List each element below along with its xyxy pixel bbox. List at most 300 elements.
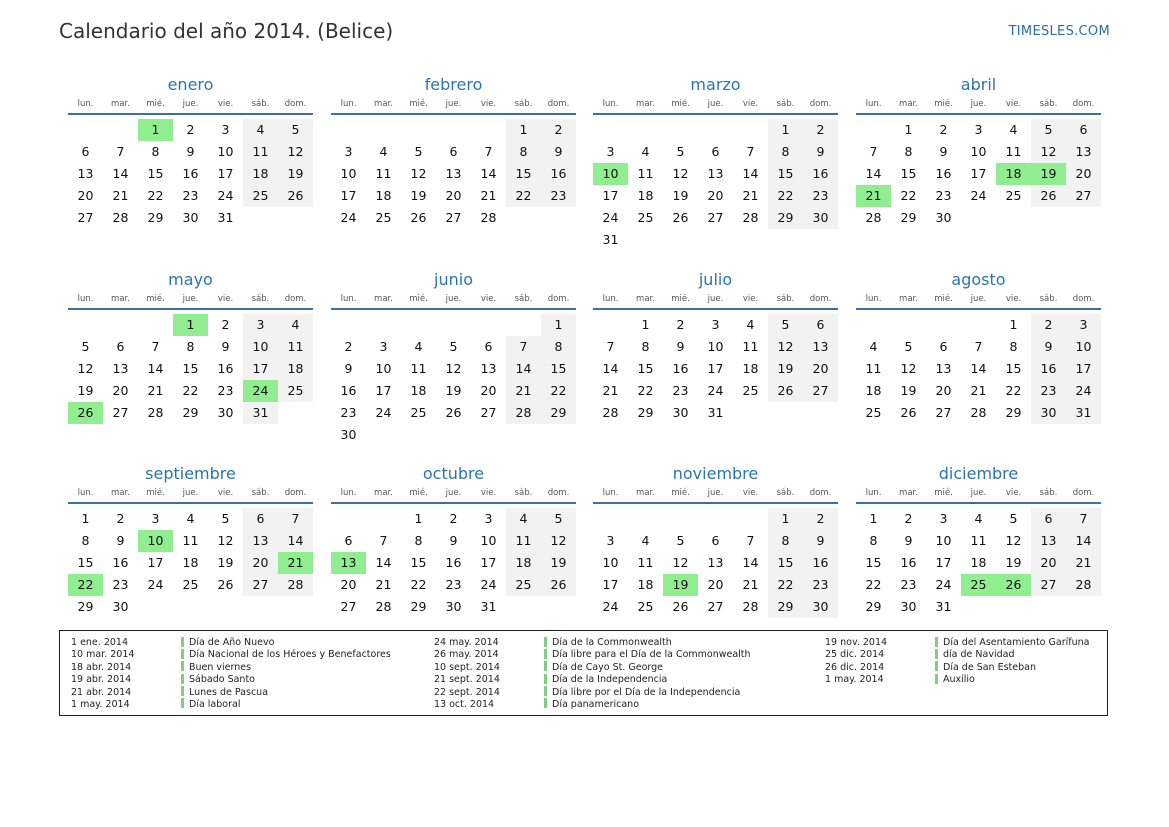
legend-item: [71, 662, 391, 674]
weekday-label: lun.: [340, 99, 357, 109]
weekday-label: mar.: [636, 488, 655, 498]
day-cell: 25: [243, 185, 278, 207]
weekday-label: sáb.: [514, 99, 533, 109]
day-cell: 6: [116, 339, 125, 354]
day-cell: 9: [676, 339, 685, 354]
holiday-marker: [544, 637, 547, 647]
holiday-date: 25 dic. 2014: [825, 649, 885, 661]
weekday-label: mar.: [899, 294, 918, 304]
day-cell: 19: [672, 188, 689, 203]
weekday-header: [593, 488, 838, 504]
day-cell: 13: [1031, 530, 1066, 552]
holiday-marker: [181, 649, 184, 659]
day-cell: 27: [340, 599, 357, 614]
day-cell: 7: [606, 339, 615, 354]
day-cell: 19: [217, 555, 234, 570]
day-cell: 13: [803, 336, 838, 358]
day-cell: 5: [904, 339, 913, 354]
weekday-label: mar.: [111, 294, 130, 304]
holiday-date: 13 oct. 2014: [434, 698, 495, 710]
day-cell: 19: [445, 383, 462, 398]
day-cell: 22: [182, 383, 199, 398]
holiday-name: Lunes de Pascua: [189, 686, 269, 698]
month-febrero: [331, 73, 576, 251]
holiday-name: Día libre para el Día de la Commonwealth: [552, 649, 751, 661]
day-cell: 1: [1009, 317, 1018, 332]
day-cell: 20: [112, 383, 129, 398]
day-cell: 10: [1066, 336, 1101, 358]
holiday-marker: [544, 698, 547, 708]
day-cell: 11: [243, 141, 278, 163]
day-cell: 27: [243, 574, 278, 596]
day-cell: 25: [410, 405, 427, 420]
day-cell: 25: [278, 380, 313, 402]
month-junio: [331, 268, 576, 446]
day-cell: 31: [480, 599, 497, 614]
day-cell: 16: [935, 166, 952, 181]
day-cell: 3: [151, 511, 160, 526]
holiday-date: 21 sept. 2014: [434, 674, 500, 686]
holiday-day-cell: 26: [68, 402, 103, 424]
legend-item: [434, 674, 751, 686]
holiday-day-cell: 21: [278, 552, 313, 574]
day-cell: 2: [221, 317, 230, 332]
day-cell: 8: [1009, 339, 1018, 354]
weekday-label: sáb.: [251, 99, 270, 109]
day-cell: 18: [243, 163, 278, 185]
month-name: abril: [960, 75, 997, 94]
day-cell: 11: [182, 533, 199, 548]
day-cell: 11: [1005, 144, 1022, 159]
day-cell: 12: [1005, 533, 1022, 548]
day-cell: 10: [243, 336, 278, 358]
holiday-marker: [181, 686, 184, 696]
day-cell: 18: [182, 555, 199, 570]
weekday-label: dom.: [809, 294, 832, 304]
holiday-date: 1 may. 2014: [825, 674, 884, 686]
day-cell: 1: [904, 122, 913, 137]
day-cell: 7: [869, 144, 878, 159]
holiday-marker: [935, 674, 938, 684]
day-cell: 4: [1009, 122, 1018, 137]
day-cell: 21: [375, 577, 392, 592]
day-cell: 15: [147, 166, 164, 181]
legend-item: [825, 637, 1089, 649]
day-cell: 4: [278, 314, 313, 336]
day-cell: 22: [410, 577, 427, 592]
month-name: febrero: [424, 75, 483, 94]
day-cell: 21: [1066, 552, 1101, 574]
weekday-label: sáb.: [1039, 488, 1058, 498]
weekday-label: lun.: [340, 488, 357, 498]
holiday-day-cell: 18: [996, 163, 1031, 185]
day-cell: 9: [541, 141, 576, 163]
day-cell: 9: [221, 339, 230, 354]
day-cell: 4: [869, 339, 878, 354]
weekday-label: sáb.: [776, 294, 795, 304]
day-cell: 16: [803, 552, 838, 574]
day-cell: 18: [410, 383, 427, 398]
day-cell: 25: [637, 599, 654, 614]
day-cell: 8: [506, 141, 541, 163]
day-grid: [331, 508, 576, 640]
holiday-day-cell: 24: [243, 380, 278, 402]
day-cell: 26: [1031, 185, 1066, 207]
day-cell: 23: [672, 383, 689, 398]
legend-item: [71, 674, 391, 686]
holiday-day-cell: 21: [856, 185, 891, 207]
holiday-date: 24 may. 2014: [434, 637, 499, 648]
day-cell: 15: [1005, 361, 1022, 376]
day-cell: 20: [77, 188, 94, 203]
day-cell: 21: [147, 383, 164, 398]
day-cell: 24: [602, 599, 619, 614]
day-cell: 1: [869, 511, 878, 526]
day-cell: 19: [410, 188, 427, 203]
day-grid: [68, 314, 313, 446]
holiday-name: Día de Cayo St. George: [552, 661, 664, 673]
day-cell: 16: [541, 163, 576, 185]
day-cell: 13: [480, 361, 497, 376]
day-cell: 6: [243, 508, 278, 530]
site-link[interactable]: TIMESLES.COM: [1008, 24, 1110, 39]
weekday-header: [68, 488, 313, 504]
day-cell: 9: [803, 141, 838, 163]
day-cell: 6: [344, 533, 353, 548]
weekday-label: jue.: [182, 99, 199, 109]
holiday-day-cell: 26: [996, 574, 1031, 596]
legend-item: [825, 662, 1089, 674]
day-cell: 3: [344, 144, 353, 159]
day-cell: 3: [974, 122, 983, 137]
day-cell: 19: [77, 383, 94, 398]
day-cell: 30: [803, 596, 838, 618]
month-julio: [593, 268, 838, 446]
month-mayo: [68, 268, 313, 446]
month-agosto: [856, 268, 1101, 446]
day-cell: 26: [768, 380, 803, 402]
day-cell: 10: [602, 555, 619, 570]
day-cell: 27: [935, 405, 952, 420]
weekday-label: jue.: [445, 488, 462, 498]
day-cell: 12: [900, 361, 917, 376]
day-cell: 16: [803, 163, 838, 185]
day-cell: 17: [147, 555, 164, 570]
day-cell: 23: [935, 188, 952, 203]
day-cell: 7: [746, 144, 755, 159]
holiday-marker: [181, 637, 184, 647]
legend-item: [825, 674, 1089, 686]
day-cell: 27: [445, 210, 462, 225]
weekday-label: mié.: [671, 488, 690, 498]
day-cell: 9: [904, 533, 913, 548]
day-cell: 22: [865, 577, 882, 592]
holiday-date: 19 abr. 2014: [71, 674, 132, 686]
weekday-label: dom.: [1072, 294, 1095, 304]
day-cell: 23: [217, 383, 234, 398]
day-cell: 10: [480, 533, 497, 548]
weekday-label: sáb.: [251, 488, 270, 498]
day-cell: 19: [541, 552, 576, 574]
month-name: mayo: [168, 270, 213, 289]
day-cell: 2: [939, 122, 948, 137]
day-cell: 15: [768, 552, 803, 574]
day-cell: 24: [707, 383, 724, 398]
day-cell: 14: [375, 555, 392, 570]
day-cell: 28: [375, 599, 392, 614]
month-name: junio: [434, 270, 473, 289]
day-cell: 12: [541, 530, 576, 552]
day-cell: 26: [278, 185, 313, 207]
day-cell: 20: [1066, 163, 1101, 185]
weekday-label: sáb.: [776, 99, 795, 109]
day-cell: 14: [278, 530, 313, 552]
month-enero: [68, 73, 313, 251]
legend-item: [71, 699, 391, 711]
weekday-header: [856, 99, 1101, 115]
weekday-label: vie.: [217, 488, 234, 498]
day-cell: 29: [182, 405, 199, 420]
day-cell: 31: [1066, 402, 1101, 424]
day-cell: 27: [1066, 185, 1101, 207]
weekday-label: lun.: [865, 294, 882, 304]
weekday-label: dom.: [547, 294, 570, 304]
weekday-label: vie.: [217, 294, 234, 304]
day-cell: 14: [480, 166, 497, 181]
day-cell: 1: [768, 508, 803, 530]
day-cell: 7: [974, 339, 983, 354]
day-cell: 13: [707, 166, 724, 181]
day-cell: 3: [606, 533, 615, 548]
day-cell: 10: [375, 361, 392, 376]
day-cell: 2: [449, 511, 458, 526]
month-noviembre: [593, 462, 838, 640]
weekday-label: mié.: [934, 294, 953, 304]
day-cell: 15: [541, 358, 576, 380]
day-cell: 19: [278, 163, 313, 185]
day-cell: 13: [77, 166, 94, 181]
day-cell: 4: [506, 508, 541, 530]
day-cell: 31: [243, 402, 278, 424]
day-cell: 7: [379, 533, 388, 548]
day-cell: 27: [707, 210, 724, 225]
day-cell: 17: [480, 555, 497, 570]
day-grid: [856, 314, 1101, 446]
day-cell: 8: [869, 533, 878, 548]
day-grid: [68, 508, 313, 640]
day-cell: 28: [278, 574, 313, 596]
day-cell: 4: [414, 339, 423, 354]
day-cell: 8: [186, 339, 195, 354]
weekday-label: mar.: [111, 488, 130, 498]
month-name: enero: [167, 75, 214, 94]
day-cell: 30: [182, 210, 199, 225]
day-cell: 21: [112, 188, 129, 203]
day-cell: 3: [711, 317, 720, 332]
day-cell: 27: [77, 210, 94, 225]
day-cell: 20: [707, 188, 724, 203]
day-cell: 21: [970, 383, 987, 398]
holiday-day-cell: 13: [331, 552, 366, 574]
weekday-label: dom.: [809, 488, 832, 498]
holiday-date: 1 ene. 2014: [71, 637, 128, 648]
day-cell: 7: [116, 144, 125, 159]
day-cell: 1: [414, 511, 423, 526]
weekday-label: lun.: [77, 99, 94, 109]
holiday-day-cell: 22: [68, 574, 103, 596]
weekday-label: lun.: [602, 488, 619, 498]
day-cell: 11: [506, 530, 541, 552]
day-cell: 1: [81, 511, 90, 526]
day-cell: 31: [935, 599, 952, 614]
weekday-label: jue.: [445, 294, 462, 304]
day-cell: 7: [1066, 508, 1101, 530]
day-cell: 24: [970, 188, 987, 203]
day-cell: 11: [278, 336, 313, 358]
day-cell: 20: [1031, 552, 1066, 574]
day-cell: 13: [707, 555, 724, 570]
day-cell: 29: [768, 596, 803, 618]
day-grid: [68, 119, 313, 251]
weekday-label: mié.: [934, 488, 953, 498]
month-name: agosto: [951, 270, 1006, 289]
day-cell: 8: [768, 530, 803, 552]
day-cell: 23: [803, 185, 838, 207]
holiday-name: Día de San Esteban: [943, 661, 1036, 673]
day-cell: 13: [1066, 141, 1101, 163]
weekday-label: jue.: [445, 99, 462, 109]
day-cell: 27: [707, 599, 724, 614]
day-cell: 15: [410, 555, 427, 570]
weekday-label: mié.: [409, 294, 428, 304]
day-cell: 22: [768, 574, 803, 596]
day-cell: 5: [81, 339, 90, 354]
day-cell: 31: [217, 210, 234, 225]
weekday-label: dom.: [1072, 99, 1095, 109]
day-cell: 19: [768, 358, 803, 380]
day-cell: 20: [803, 358, 838, 380]
day-cell: 25: [375, 210, 392, 225]
day-cell: 13: [112, 361, 129, 376]
day-cell: 9: [1031, 336, 1066, 358]
legend-column: [825, 637, 1089, 687]
holiday-marker: [935, 661, 938, 671]
weekday-label: jue.: [707, 488, 724, 498]
holiday-day-cell: 1: [173, 314, 208, 336]
holiday-marker: [544, 686, 547, 696]
day-cell: 3: [606, 144, 615, 159]
day-cell: 14: [742, 166, 759, 181]
day-cell: 8: [414, 533, 423, 548]
day-grid: [331, 314, 576, 446]
holiday-marker: [181, 698, 184, 708]
day-cell: 20: [340, 577, 357, 592]
day-cell: 14: [147, 361, 164, 376]
day-cell: 19: [1005, 555, 1022, 570]
day-cell: 8: [151, 144, 160, 159]
legend-column: [434, 637, 751, 711]
weekday-label: vie.: [480, 488, 497, 498]
day-cell: 6: [449, 144, 458, 159]
holiday-name: Día laboral: [189, 698, 241, 710]
weekday-label: jue.: [707, 294, 724, 304]
page-title: Calendario del año 2014. (Belice): [59, 19, 394, 43]
day-cell: 1: [641, 317, 650, 332]
day-cell: 20: [707, 577, 724, 592]
month-name: diciembre: [938, 464, 1019, 483]
weekday-label: vie.: [742, 488, 759, 498]
day-grid: [593, 314, 838, 446]
day-cell: 11: [742, 339, 759, 354]
holiday-name: Día del Asentamiento Garífuna: [943, 637, 1090, 648]
weekday-header: [331, 488, 576, 504]
day-cell: 14: [865, 166, 882, 181]
day-cell: 14: [506, 358, 541, 380]
day-cell: 1: [506, 119, 541, 141]
weekday-label: lun.: [865, 488, 882, 498]
day-cell: 10: [935, 533, 952, 548]
day-cell: 8: [904, 144, 913, 159]
day-cell: 29: [865, 599, 882, 614]
day-cell: 28: [147, 405, 164, 420]
day-cell: 7: [151, 339, 160, 354]
day-cell: 21: [742, 577, 759, 592]
day-grid: [593, 508, 838, 640]
day-cell: 5: [541, 508, 576, 530]
day-cell: 2: [803, 508, 838, 530]
day-cell: 23: [112, 577, 129, 592]
weekday-header: [331, 99, 576, 115]
day-cell: 22: [541, 380, 576, 402]
day-grid: [593, 119, 838, 251]
day-cell: 26: [900, 405, 917, 420]
day-cell: 12: [768, 336, 803, 358]
day-cell: 29: [541, 402, 576, 424]
day-cell: 28: [970, 405, 987, 420]
legend-item: [71, 637, 391, 649]
day-cell: 29: [768, 207, 803, 229]
weekday-label: mié.: [671, 99, 690, 109]
day-cell: 4: [974, 511, 983, 526]
day-cell: 17: [375, 383, 392, 398]
holiday-legend: [59, 630, 1108, 716]
day-cell: 20: [445, 188, 462, 203]
month-diciembre: [856, 462, 1101, 640]
holiday-name: Día Nacional de los Héroes y Benefactores: [189, 649, 391, 661]
weekday-label: mié.: [146, 488, 165, 498]
day-cell: 30: [112, 599, 129, 614]
day-cell: 11: [865, 361, 882, 376]
holiday-name: Día de la Commonwealth: [552, 637, 672, 648]
holiday-name: Auxilio: [943, 674, 975, 686]
day-cell: 27: [112, 405, 129, 420]
weekday-label: dom.: [284, 99, 307, 109]
day-cell: 14: [112, 166, 129, 181]
day-cell: 23: [803, 574, 838, 596]
holiday-marker: [181, 661, 184, 671]
day-cell: 12: [445, 361, 462, 376]
day-cell: 15: [182, 361, 199, 376]
day-cell: 23: [541, 185, 576, 207]
legend-column: [71, 637, 391, 711]
day-cell: 15: [865, 555, 882, 570]
day-cell: 17: [935, 555, 952, 570]
holiday-marker: [544, 674, 547, 684]
day-cell: 6: [1066, 119, 1101, 141]
holiday-date: 26 may. 2014: [434, 649, 499, 661]
holiday-date: 10 mar. 2014: [71, 649, 135, 661]
holiday-date: 1 may. 2014: [71, 698, 130, 710]
